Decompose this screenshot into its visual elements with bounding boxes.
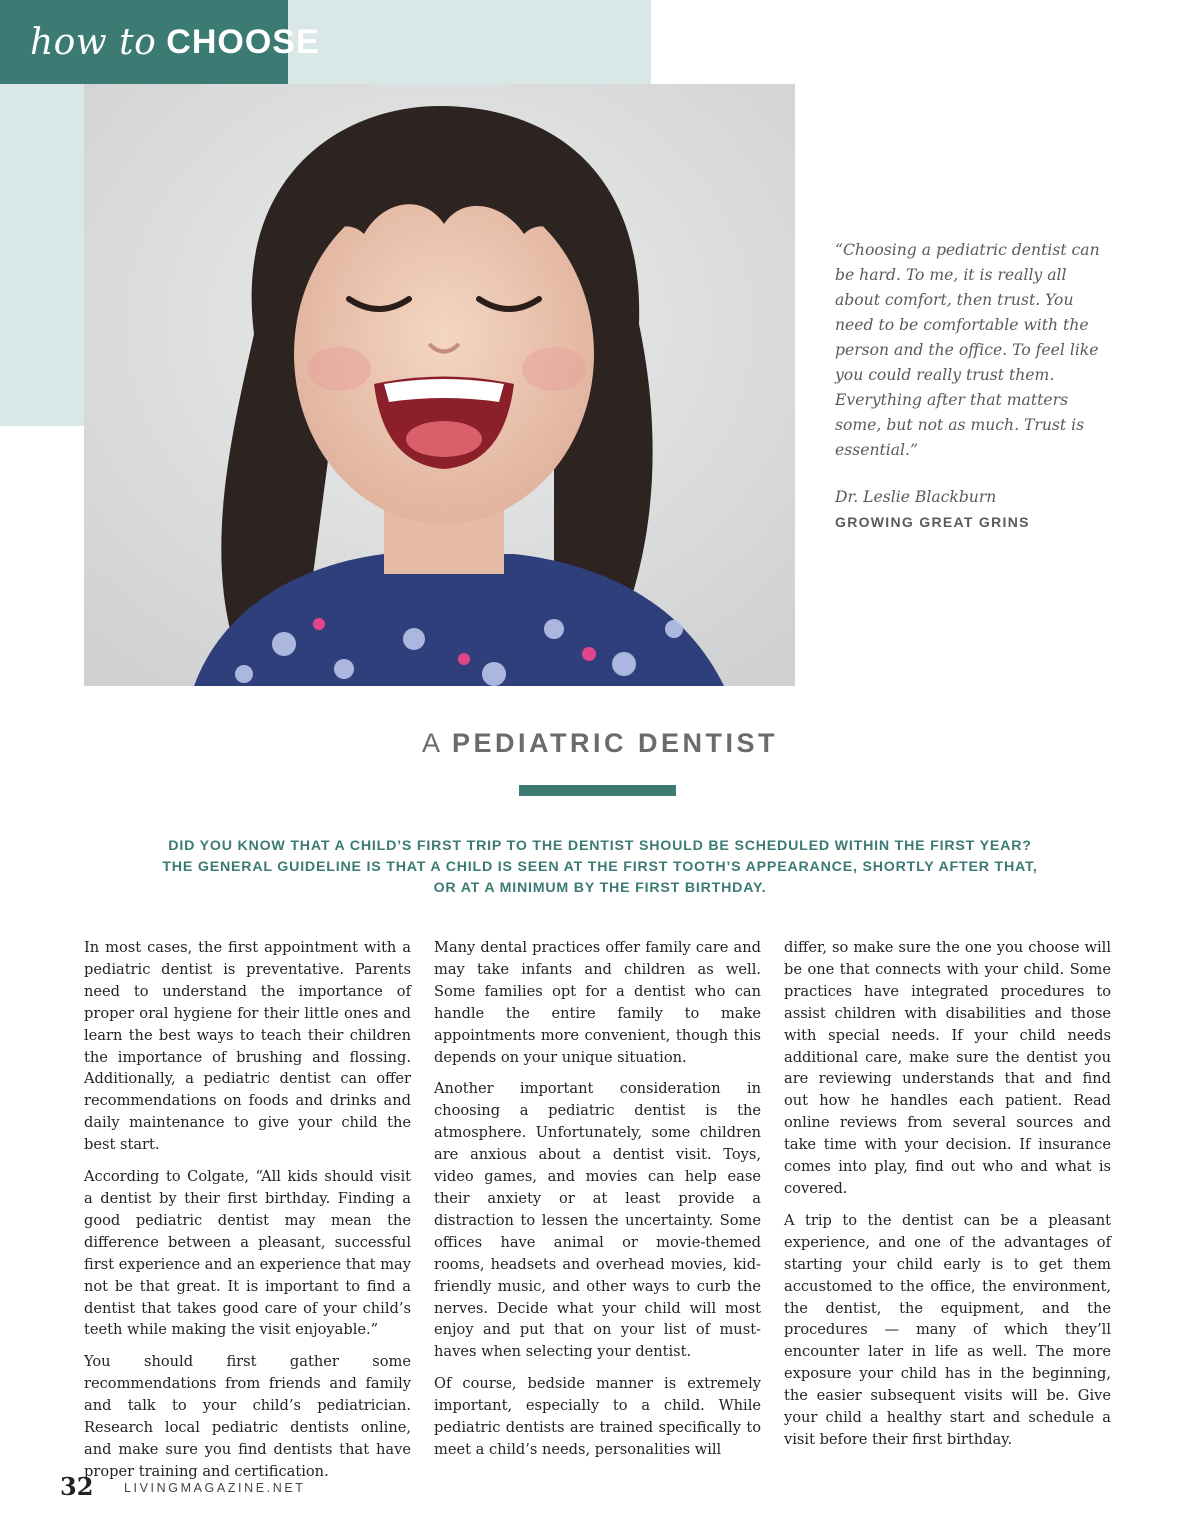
body-column-1 [84, 937, 411, 1493]
section-tag [0, 0, 320, 84]
body-column-2 [434, 937, 761, 1471]
pull-quote-organization: GROWING GREAT GRINS [835, 514, 1030, 530]
article-title [0, 728, 1200, 759]
body-paragraph: Of course, bedside manner is extremely important, especially to a child. While pediatric dentists are trained specifically to meet a child’s needs, personalities will [434, 1375, 761, 1458]
lead-line: OR AT A MINIMUM BY THE FIRST BIRTHDAY. [433, 880, 767, 896]
lead-line: THE GENERAL GUIDELINE IS THAT A CHILD IS SEEN AT THE FIRST TOOTH’S APPEARANCE, SHORTLY AFTER THAT, [162, 859, 1038, 875]
section-tag-light: how to [30, 21, 157, 63]
pull-quote-author: Dr. Leslie Blackburn [835, 488, 997, 506]
body-paragraph: A trip to the dentist can be a pleasant experience, and one of the advantages of starting your child early is to get them accustomed to the office, the environment, the dentist, the equipment, and the procedures — many of which they’ll encounter later in life as well. The more exposure your child has in the beginning, the easier subsequent visits will be. Give your child a healthy start and schedule a visit before their first birthday. [784, 1211, 1111, 1448]
page-number: 32 [60, 1472, 94, 1501]
side-band [0, 84, 84, 426]
photo-child-laughing-icon [84, 84, 795, 686]
lead-paragraph [100, 836, 1100, 899]
pull-quote-text: “Choosing a pediatric dentist can be hard. To me, it is really all about comfort, then trust. You need to be comfortable with the person and the office. To feel like you could really trust them. Everything after that matters some, but not as much. Trust is essential.” [835, 241, 1100, 459]
lead-line: DID YOU KNOW THAT A CHILD’S FIRST TRIP TO THE DENTIST SHOULD BE SCHEDULED WITHIN THE FIRST YEAR? [168, 838, 1032, 854]
body-paragraph: According to Colgate, “All kids should visit a dentist by their first birthday. Finding a good pediatric dentist may mean the difference between a pleasant, successful first experience and an experience that may not be that great. It is important to find a dentist that takes good care of your child’s teeth while making the visit enjoyable.” [84, 1168, 411, 1339]
body-paragraph: You should first gather some recommendations from friends and family and talk to your child’s pediatrician. Research local pediatric dentists online, and make sure you find dentists that have proper training and certification. [84, 1353, 411, 1480]
article-title-main: PEDIATRIC DENTIST [452, 728, 779, 758]
title-divider [519, 785, 676, 796]
body-paragraph: Another important consideration in choosing a pediatric dentist is the atmosphere. Unfortunately, some children are anxious about a dentist visit. Toys, video games, and movies can help ease their anxiety or at least provide a distraction to lessen the uncertainty. Some offices have animal or movie-themed rooms, headsets and overhead movies, kid-friendly music, and other ways to curb the nerves. Decide what your child will most enjoy and put that on your list of must-haves when selecting your dentist. [434, 1080, 761, 1361]
body-column-3 [784, 937, 1111, 1461]
body-paragraph: differ, so make sure the one you choose will be one that connects with your child. Some practices have integrated procedures to assist children with disabilities and those with special needs. If your child needs additional care, make sure the dentist you are reviewing understands that and find out how he handles each patient. Read online reviews from several sources and take time with your decision. If insurance comes into play, find out who and what is covered. [784, 939, 1111, 1197]
body-paragraph: In most cases, the first appointment with a pediatric dentist is preventative. Parents need to understand the importance of proper oral hygiene for their little ones and learn the best ways to teach their children the importance of brushing and flossing. Additionally, a pediatric dentist can offer recommendations on foods and drinks and daily maintenance to give your child the best start. [84, 939, 411, 1154]
section-tag-bold: CHOOSE [166, 22, 320, 61]
body-paragraph: Many dental practices offer family care and may take infants and children as well. Some families opt for a dentist who can handle the entire family to make appointments more convenient, though this depends on your unique situation. [434, 939, 761, 1066]
footer-site-link[interactable]: LIVINGMAGAZINE.NET [124, 1481, 306, 1495]
article-title-prefix: A [421, 728, 442, 758]
